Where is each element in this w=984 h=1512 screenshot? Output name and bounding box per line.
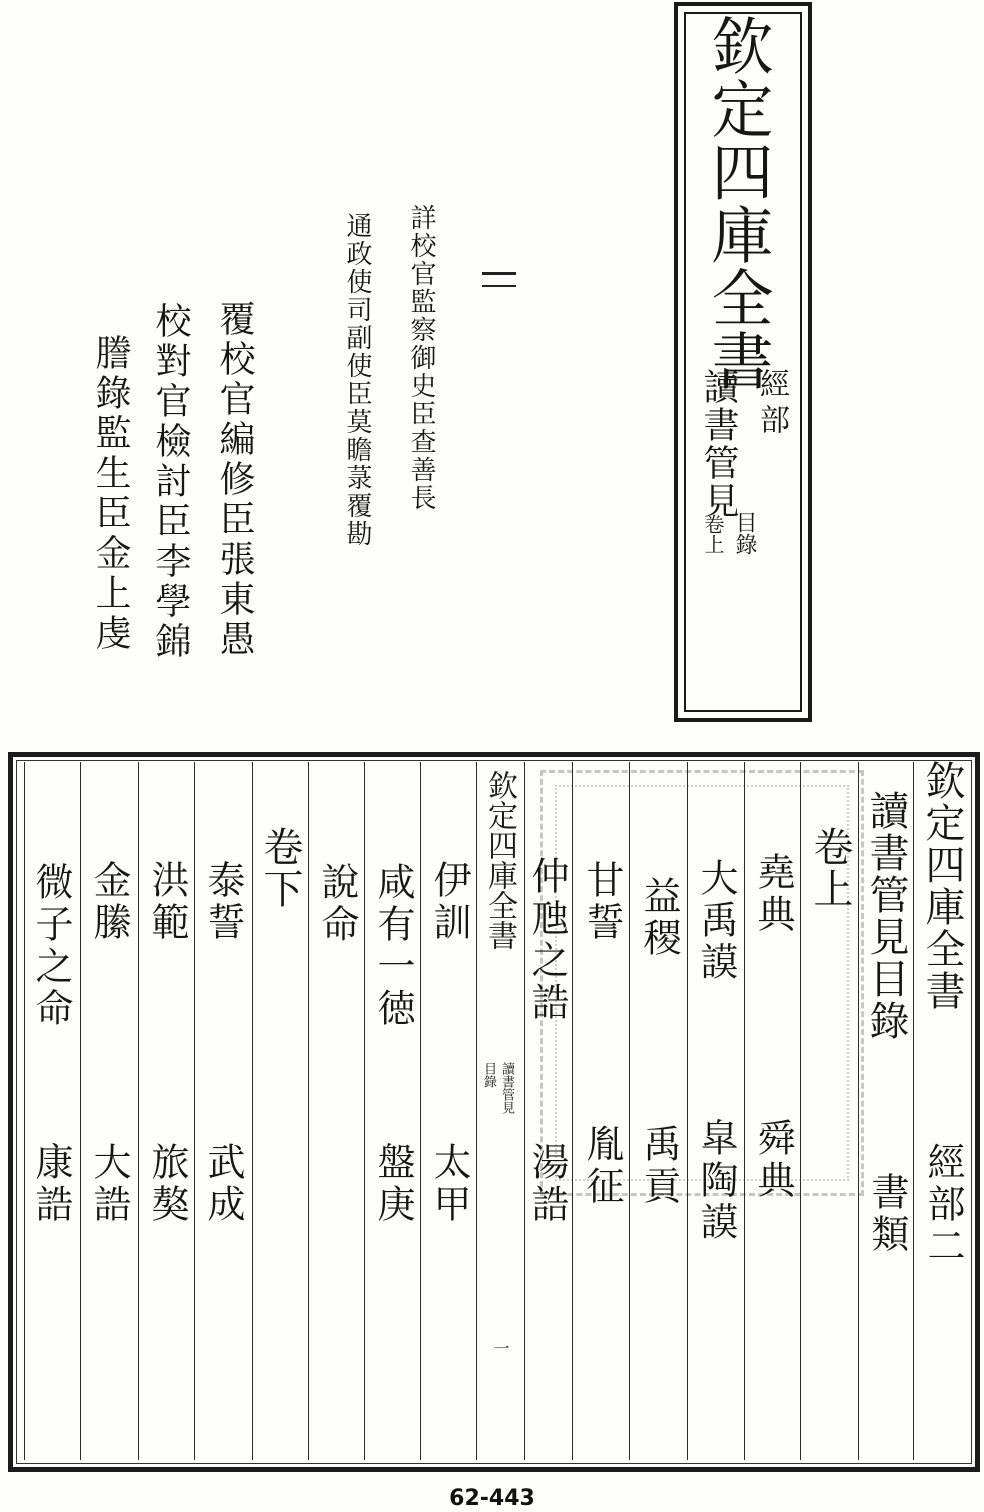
juan-upper-heading: 卷上 (807, 826, 853, 910)
credit-fujiao: 覆校官編修臣張東愚 (214, 300, 255, 660)
column-rule (913, 762, 914, 1460)
entry-taishi: 泰誓 (201, 860, 245, 944)
center-band (474, 10, 524, 1502)
page-book-title: 讀書管見目錄 (863, 790, 909, 1042)
entry-weizizhiming: 微子之命 (29, 862, 73, 1030)
entry-dagao: 大誥 (87, 1142, 131, 1226)
column-rule (308, 762, 309, 1460)
credit-jiaodui: 校對官檢討臣李學錦 (150, 302, 191, 662)
column-rule (858, 762, 859, 1460)
cover-juan: 卷上 (701, 514, 725, 554)
credit-tongzheng: 通政使司副使臣莫瞻菉覆勘 (342, 212, 372, 548)
band-subtitle: 讀書管見 (499, 1062, 514, 1114)
entry-kanggao: 康誥 (29, 1142, 73, 1226)
entry-lvao: 旅獒 (145, 1142, 189, 1226)
column-rule (420, 762, 421, 1460)
entry-yinzheng: 胤征 (580, 1124, 624, 1208)
cover-title: 欽定四庫全書 (701, 14, 774, 392)
credit-xiangjiao: 詳校官監察御史臣查善長 (406, 204, 436, 512)
entry-jinteng: 金縢 (87, 860, 131, 944)
page-header-title: 欽定四庫全書 (919, 760, 965, 1012)
juan-lower-heading: 卷下 (257, 826, 303, 910)
cover-department: 經部 (754, 368, 789, 440)
cover-book-title: 讀書管見 (698, 368, 739, 520)
entry-dayumo: 大禹謨 (694, 858, 738, 984)
entry-hongfan: 洪範 (145, 860, 189, 944)
cover-mulu: 目錄 (732, 511, 757, 555)
page-category: 經部二 (921, 1142, 965, 1268)
entry-yaodian: 堯典 (751, 852, 795, 936)
entry-yugong: 禹貢 (637, 1124, 681, 1208)
entry-yiji: 益稷 (637, 876, 681, 960)
entry-tanggao: 湯誥 (525, 1142, 569, 1226)
fishtail-mark (482, 272, 516, 287)
band-page-number: 一 (491, 1340, 510, 1356)
column-rule (194, 762, 195, 1460)
page-number: 62-443 (449, 1486, 535, 1511)
column-rule (800, 762, 801, 1460)
column-rule (24, 762, 25, 1460)
entry-xianyouyide: 咸有一徳 (371, 862, 415, 1030)
credit-tenglu: 謄錄監生臣金上虔 (90, 334, 131, 654)
page-subcategory: 書類 (865, 1172, 909, 1256)
column-rule (687, 762, 688, 1460)
entry-shundian: 舜典 (751, 1118, 795, 1202)
column-rule (138, 762, 139, 1460)
entry-zhonghuizhigao: 仲虺之誥 (525, 856, 569, 1024)
column-rule (629, 762, 630, 1460)
cover-title-box (674, 2, 812, 722)
entry-taijia: 太甲 (427, 1142, 471, 1226)
band-mulu: 目錄 (481, 1062, 496, 1088)
band-title: 欽定四庫全書 (482, 770, 517, 950)
column-rule (744, 762, 745, 1460)
entry-yixun: 伊訓 (427, 860, 471, 944)
entry-ganshi: 甘誓 (580, 860, 624, 944)
entry-gaotaomo: 皐陶謨 (694, 1118, 738, 1244)
entry-pangeng: 盤庚 (371, 1142, 415, 1226)
entry-shuoming: 說命 (315, 862, 359, 946)
column-rule (572, 762, 573, 1460)
column-rule (80, 762, 81, 1460)
column-rule (364, 762, 365, 1460)
column-rule (252, 762, 253, 1460)
entry-wucheng: 武成 (201, 1142, 245, 1226)
